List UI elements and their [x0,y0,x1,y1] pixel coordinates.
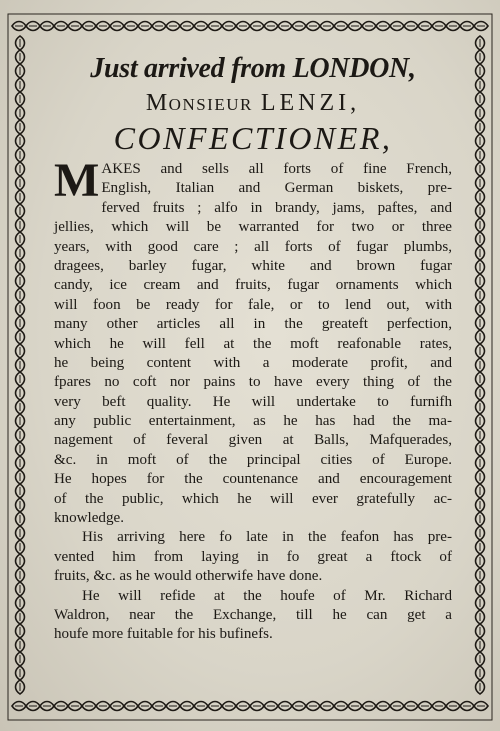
border-ornament-link [16,498,25,512]
border-ornament-link [40,22,54,31]
border-ornament-link [320,702,334,711]
body-line: English, Italian and German biskets, pre- [101,180,452,197]
border-ornament-link [476,484,485,498]
border-ornament-link [418,22,432,31]
border-ornament-link [476,372,485,386]
border-ornament-link [476,610,485,624]
body-line: very beft quality. He will undertake to furnifh [54,393,452,410]
border-ornament-link [460,702,474,711]
border-ornament-link [476,274,485,288]
border-ornament-link [16,148,25,162]
border-ornament-link [278,22,292,31]
border-ornament-link [208,702,222,711]
border-ornament-link [12,702,26,711]
border-ornament-link [16,652,25,666]
border-ornament-link [264,22,278,31]
border-ornament-link [292,22,306,31]
border-ornament-link [476,92,485,106]
border-ornament-link [16,232,25,246]
border-ornament-link [476,582,485,596]
body-line: nagement of feveral given at Balls, Mafquerades, [54,432,452,449]
border-ornament-link [16,442,25,456]
border-ornament-link [16,624,25,638]
border-ornament-link [54,702,68,711]
title-monsieur: Monsieur [145,90,253,116]
border-ornament-link [362,702,376,711]
border-ornament-link [16,218,25,232]
border-ornament-link [68,22,82,31]
border-ornament-link [16,680,25,694]
border-ornament-link [476,176,485,190]
border-ornament-link [476,400,485,414]
border-ornament-link [476,680,485,694]
border-ornament-link [476,470,485,484]
headline-confectioner: CONFECTIONER, [113,120,393,156]
border-ornament-link [476,288,485,302]
body-line: fruits, &c. as he would otherwife have done. [54,568,323,585]
border-ornament-link [320,22,334,31]
name-lenzi: LENZI, [260,90,361,116]
border-ornament-link [348,702,362,711]
headline-arrived: Just arrived from LONDON, [90,53,416,84]
border-ornament-link [152,702,166,711]
border-ornament-link [138,22,152,31]
border-ornament-link [16,358,25,372]
border-ornament-link [222,22,236,31]
border-ornament-link [474,22,488,31]
border-ornament-link [476,330,485,344]
border-ornament-link [476,134,485,148]
border-ornament-link [476,190,485,204]
border-ornament-link [152,22,166,31]
border-ornament-link [194,22,208,31]
border-ornament-link [16,274,25,288]
border-ornament-link [166,702,180,711]
border-ornament-link [334,22,348,31]
border-ornament-link [476,162,485,176]
border-ornament-link [264,702,278,711]
border-ornament-link [124,702,138,711]
border-ornament-link [16,610,25,624]
border-ornament-link [16,512,25,526]
border-ornament-link [40,702,54,711]
border-ornament-link [26,22,40,31]
border-ornament-link [418,702,432,711]
border-ornament-link [16,106,25,120]
border-ornament-link [476,344,485,358]
border-ornament-link [476,498,485,512]
headline-name [54,88,452,118]
border-ornament-link [476,526,485,540]
border-ornament-link [306,22,320,31]
body-line: &c. in moft of the principal cities of Europe. [54,451,452,468]
border-ornament-link [12,22,26,31]
body-line: houfe more fuitable for his bufinefs. [54,626,273,643]
border-ornament-link [376,22,390,31]
border-ornament-link [166,22,180,31]
border-ornament-link [16,540,25,554]
border-ornament-link [476,624,485,638]
body-line: which he will fell at the moft reafonable rates, [54,335,452,352]
border-ornament-link [476,596,485,610]
body-line: jellies, which will be warranted for two or three [54,219,452,236]
border-ornament-link [82,22,96,31]
border-ornament-link [476,358,485,372]
body-line: Waldron, near the Exchange, till he can get a [54,606,452,623]
border-ornament-link [124,22,138,31]
border-ornament-link [68,702,82,711]
border-ornament-link [16,260,25,274]
border-ornament-link [16,568,25,582]
border-ornament-link [16,428,25,442]
border-ornament-link [16,78,25,92]
border-ornament-link [250,702,264,711]
border-ornament-link [432,22,446,31]
border-ornament-link [16,638,25,652]
border-right [476,36,485,694]
border-ornament-link [96,22,110,31]
border-ornament-link [446,22,460,31]
border-ornament-link [476,428,485,442]
border-ornament-link [348,22,362,31]
border-ornament-link [16,596,25,610]
body-line: He will refide at the houfe of Mr. Richard [82,587,452,604]
border-ornament-link [390,702,404,711]
border-ornament-link [460,22,474,31]
border-ornament-link [16,470,25,484]
border-ornament-link [476,204,485,218]
border-ornament-link [16,414,25,428]
border-ornament-link [16,288,25,302]
border-ornament-link [476,246,485,260]
border-ornament-link [306,702,320,711]
border-top [12,22,488,31]
border-ornament-link [476,512,485,526]
border-ornament-link [208,22,222,31]
border-ornament-link [476,386,485,400]
border-ornament-link [476,78,485,92]
border-ornament-link [194,702,208,711]
body-line: AKES and sells all forts of fine French, [101,161,452,177]
border-ornament-link [404,22,418,31]
border-ornament-link [16,36,25,50]
border-ornament-link [54,22,68,31]
body-line: will foon be ready for fale, or to lend out, with [54,296,452,313]
border-ornament-link [476,652,485,666]
border-ornament-link [222,702,236,711]
border-ornament-link [334,702,348,711]
border-ornament-link [376,702,390,711]
border-ornament-link [476,568,485,582]
border-ornament-link [110,22,124,31]
body-line: many other articles all in the greateft perfection, [54,316,452,333]
border-ornament-link [16,50,25,64]
border-ornament-link [16,372,25,386]
body-line: He hopes for the countenance and encouragement [54,471,452,488]
border-ornament-link [16,666,25,680]
border-ornament-link [476,554,485,568]
border-ornament-link [16,484,25,498]
border-ornament-link [16,330,25,344]
border-ornament-link [476,666,485,680]
border-ornament-link [432,702,446,711]
border-ornament-link [476,106,485,120]
body-line: His arriving here fo late in the feafon has pre- [82,529,452,546]
border-ornament-link [16,176,25,190]
border-ornament-link [16,64,25,78]
border-left [16,36,25,694]
border-ornament-link [250,22,264,31]
paragraph-2 [54,528,452,586]
drop-cap: M [54,154,100,207]
border-ornament-link [476,36,485,50]
border-ornament-link [476,232,485,246]
border-ornament-link [390,22,404,31]
advertisement-body [54,154,452,645]
border-ornament-link [16,120,25,134]
border-ornament-link [476,64,485,78]
border-ornament-link [476,456,485,470]
border-ornament-link [476,316,485,330]
border-ornament-link [16,316,25,330]
body-line: fpares no coft nor pains to have every thing of the [54,374,452,391]
border-ornament-link [476,50,485,64]
border-ornament-link [476,218,485,232]
border-ornament-link [476,302,485,316]
border-ornament-link [292,702,306,711]
paragraph-3 [54,587,452,645]
border-ornament-link [16,190,25,204]
border-ornament-link [476,260,485,274]
border-ornament-link [16,400,25,414]
border-ornament-link [26,702,40,711]
body-line: of the public, which he will ever gratefully ac- [54,490,452,507]
border-ornament-link [476,414,485,428]
border-ornament-link [110,702,124,711]
border-ornament-link [16,526,25,540]
border-ornament-link [476,540,485,554]
border-ornament-link [236,22,250,31]
body-line: ferved fruits ; alfo in brandy, jams, paftes, and [101,199,452,216]
border-ornament-link [476,638,485,652]
paragraph-1 [54,154,452,528]
body-line: years, with good care ; all forts of fugar plumbs, [54,238,452,255]
border-ornament-link [474,702,488,711]
border-ornament-link [16,582,25,596]
border-ornament-link [16,134,25,148]
body-line: vented him from laying in fo great a ftock of [54,548,452,565]
border-ornament-link [180,702,194,711]
border-ornament-link [16,204,25,218]
border-ornament-link [16,246,25,260]
border-ornament-link [16,162,25,176]
body-line: candy, ice cream and fruits, fugar ornaments which [54,277,452,294]
border-ornament-link [16,302,25,316]
border-ornament-link [476,148,485,162]
body-line: knowledge. [54,510,125,527]
border-ornament-link [404,702,418,711]
border-ornament-link [362,22,376,31]
border-ornament-link [278,702,292,711]
border-ornament-link [236,702,250,711]
border-ornament-link [476,442,485,456]
border-ornament-link [180,22,194,31]
body-line: any public entertainment, as he has had the ma- [54,413,452,430]
border-ornament-link [16,456,25,470]
border-ornament-link [96,702,110,711]
border-ornament-link [16,386,25,400]
border-ornament-link [82,702,96,711]
body-line: he being content with a moderate profit, and [54,354,452,371]
border-ornament-link [16,554,25,568]
border-ornament-link [138,702,152,711]
border-ornament-link [476,120,485,134]
border-ornament-link [16,344,25,358]
border-ornament-link [16,92,25,106]
body-line: dragees, barley fugar, white and brown fugar [54,257,452,274]
advertisement-text [54,52,452,645]
border-ornament-link [446,702,460,711]
border-bottom [12,702,488,711]
